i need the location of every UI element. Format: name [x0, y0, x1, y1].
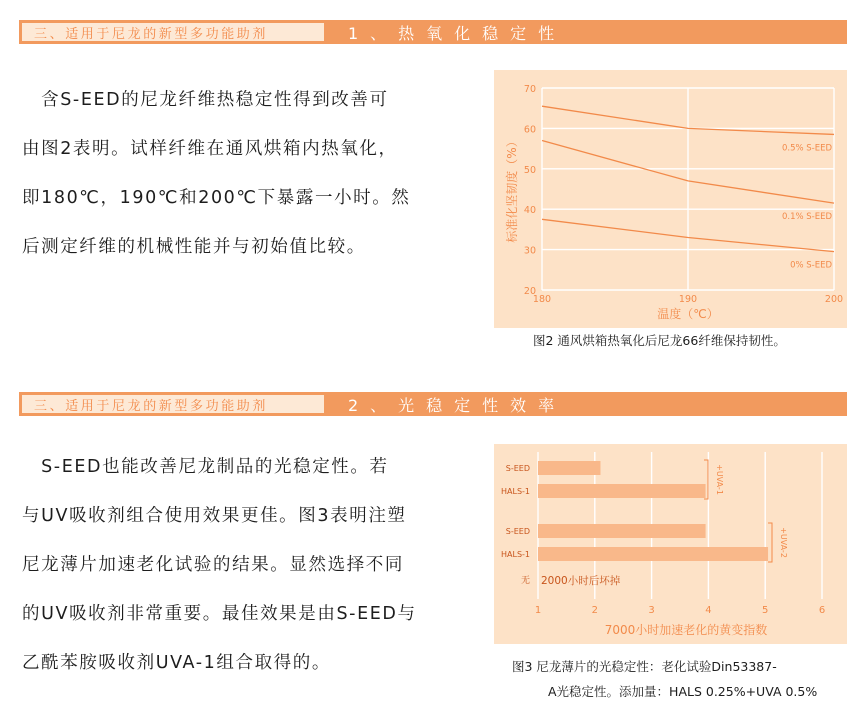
bar-category-label: HALS-1 [501, 487, 530, 496]
y-tick-label: 40 [523, 205, 536, 217]
x-tick-label: 1 [534, 605, 542, 616]
section-header-light [19, 392, 847, 416]
x-axis-label: 温度（℃） [657, 307, 719, 321]
series-title: 三、适用于尼龙的新型多功能助剂 [22, 395, 324, 413]
x-tick-label: 200 [824, 294, 844, 305]
line-chart [494, 70, 847, 328]
x-tick-label: 190 [678, 294, 698, 305]
section-title: 2、光稳定性效率 [348, 395, 567, 415]
x-tick-label: 4 [705, 605, 712, 616]
bar-category-label: HALS-1 [501, 550, 530, 559]
section-title: 1、热氧化稳定性 [348, 23, 567, 43]
bar-category-label: S-EED [505, 464, 530, 473]
y-tick-label: 20 [523, 286, 536, 297]
series-title: 三、适用于尼龙的新型多功能助剂 [22, 23, 324, 41]
bar [538, 547, 768, 561]
bar-chart [494, 444, 847, 644]
figure-3-panel [494, 444, 847, 644]
x-axis-label: 7000小时加速老化的黄变指数 [604, 623, 768, 637]
y-tick-label: 60 [523, 124, 536, 136]
group-bracket [768, 523, 772, 562]
figure-3-caption-line: A光稳定性。添加量：HALS 0.25%+UVA 0.5% [548, 684, 818, 699]
x-tick-label: 6 [818, 605, 826, 616]
x-tick-label: 180 [532, 294, 552, 305]
group-label: +UVA-2 [779, 527, 788, 558]
y-tick-label: 30 [523, 245, 536, 257]
bar-category-label: S-EED [505, 527, 530, 536]
bar [538, 461, 600, 475]
bar-note: 2000小时后坏掉 [541, 575, 621, 587]
bar [538, 484, 706, 498]
x-tick-label: 3 [648, 605, 655, 616]
series-label: 0.5% S-EED [781, 143, 832, 154]
figure-2-caption: 图2 通风烘箱热氧化后尼龙66纤维保持韧性。 [533, 333, 786, 348]
series-label: 0% S-EED [790, 260, 832, 271]
y-tick-label: 70 [523, 84, 536, 95]
figure-2-panel [494, 70, 847, 328]
x-tick-label: 5 [762, 605, 769, 616]
y-tick-label: 50 [523, 164, 536, 176]
section-header-thermal [19, 20, 847, 44]
y-axis-label: 标准化坚韧度（%） [505, 135, 519, 243]
figure-3-caption-line: 图3 尼龙薄片的光稳定性：老化试验Din53387- [512, 659, 777, 674]
bar [538, 524, 706, 538]
x-tick-label: 2 [591, 605, 598, 616]
bar-category-label: 无 [520, 576, 530, 586]
group-label: +UVA-1 [715, 464, 724, 495]
series-label: 0.1% S-EED [781, 212, 832, 223]
